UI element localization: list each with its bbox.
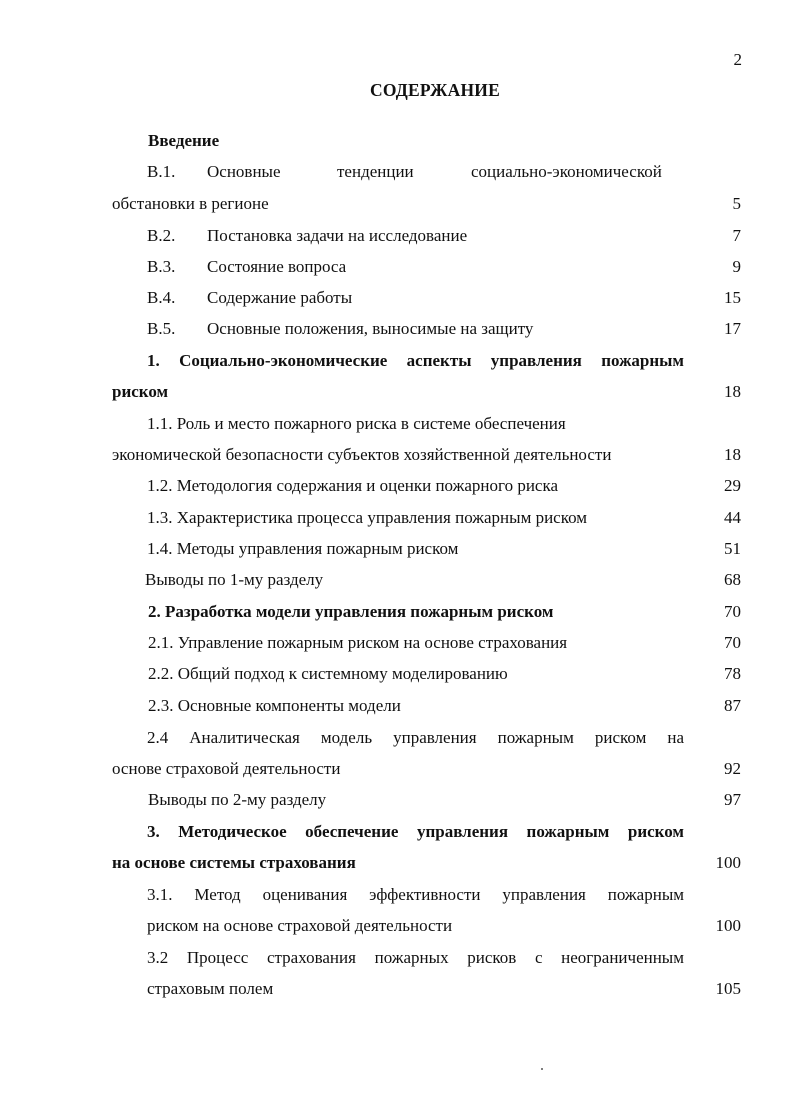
toc-ch3-line2: на основе системы страхования xyxy=(112,853,356,872)
toc-b2-page: 7 xyxy=(732,226,741,245)
toc-intro-heading: Введение xyxy=(148,131,220,150)
toc-s32-line1: 3.2 Процесс страхования пожарных рисков с неограниченным xyxy=(147,948,684,967)
toc-s11-line2: экономической безопасности субъектов хозяйственной деятельности xyxy=(112,445,612,464)
toc-conc1-text: Выводы по 1-му разделу xyxy=(145,570,324,589)
toc-s12-page: 29 xyxy=(724,476,741,495)
toc-s21-text: 2.1. Управление пожарным риском на основе страхования xyxy=(148,633,568,652)
toc-ch2-text: 2. Разработка модели управления пожарным риском xyxy=(148,602,554,621)
toc-ch3-line1: 3. Методическое обеспечение управления пожарным риском xyxy=(147,822,684,841)
toc-b3-code: В.3. xyxy=(147,257,176,276)
toc-b4-text: Содержание работы xyxy=(207,288,353,307)
toc-b1-page: 5 xyxy=(732,194,741,213)
toc-b1-word3: социально-экономической xyxy=(471,162,662,181)
toc-s22-text: 2.2. Общий подход к системному моделированию xyxy=(148,664,508,683)
toc-s11-line1: 1.1. Роль и место пожарного риска в системе обеспечения xyxy=(147,414,566,433)
toc-b4-page: 15 xyxy=(724,288,741,307)
toc-s31-line2: риском на основе страховой деятельности xyxy=(147,916,453,935)
toc-s12-text: 1.2. Методология содержания и оценки пожарного риска xyxy=(147,476,559,495)
toc-s31-page: 100 xyxy=(715,916,741,935)
toc-b2-text: Постановка задачи на исследование xyxy=(207,226,468,245)
toc-conc2-text: Выводы по 2-му разделу xyxy=(148,790,327,809)
toc-s14-text: 1.4. Методы управления пожарным риском xyxy=(147,539,459,558)
toc-s14-page: 51 xyxy=(724,539,741,558)
toc-s23-text: 2.3. Основные компоненты модели xyxy=(148,696,401,715)
toc-s24-line1: 2.4 Аналитическая модель управления пожарным риском на xyxy=(147,728,684,747)
toc-s24-page: 92 xyxy=(724,759,741,778)
toc-b3-page: 9 xyxy=(732,257,741,276)
toc-b3-text: Состояние вопроса xyxy=(207,257,347,276)
toc-ch1-line2: риском xyxy=(112,382,169,401)
toc-s13-text: 1.3. Характеристика процесса управления пожарным риском xyxy=(147,508,588,527)
toc-b5-code: В.5. xyxy=(147,319,176,338)
toc-s11-page: 18 xyxy=(724,445,741,464)
toc-conc2-page: 97 xyxy=(724,790,741,809)
toc-s22-page: 78 xyxy=(724,664,741,683)
toc-ch1-page: 18 xyxy=(724,382,741,401)
toc-ch2-page: 70 xyxy=(724,602,741,621)
page-number: 2 xyxy=(733,50,742,69)
page-title: СОДЕРЖАНИЕ xyxy=(369,80,500,100)
toc-s13-page: 44 xyxy=(724,508,741,527)
toc-b1-code: В.1. xyxy=(147,162,176,181)
toc-b2-code: В.2. xyxy=(147,226,176,245)
toc-s32-page: 105 xyxy=(715,979,741,998)
toc-b5-page: 17 xyxy=(724,319,741,338)
toc-b1-word2: тенденции xyxy=(337,162,414,181)
toc-s24-line2: основе страховой деятельности xyxy=(112,759,341,778)
toc-ch3-page: 100 xyxy=(715,853,741,872)
toc-s21-page: 70 xyxy=(724,633,741,652)
toc-ch1-line1: 1. Социально-экономические аспекты управления пожарным xyxy=(147,351,684,370)
scan-speck xyxy=(541,1068,543,1070)
toc-b1-word1: Основные xyxy=(207,162,281,181)
toc-conc1-page: 68 xyxy=(724,570,741,589)
toc-b1-continuation: обстановки в регионе xyxy=(112,194,269,213)
toc-b5-text: Основные положения, выносимые на защиту xyxy=(207,319,534,338)
toc-s31-line1: 3.1. Метод оценивания эффективности управления пожарным xyxy=(147,885,684,904)
toc-b4-code: В.4. xyxy=(147,288,176,307)
toc-s23-page: 87 xyxy=(724,696,741,715)
toc-s32-line2: страховым полем xyxy=(147,979,274,998)
